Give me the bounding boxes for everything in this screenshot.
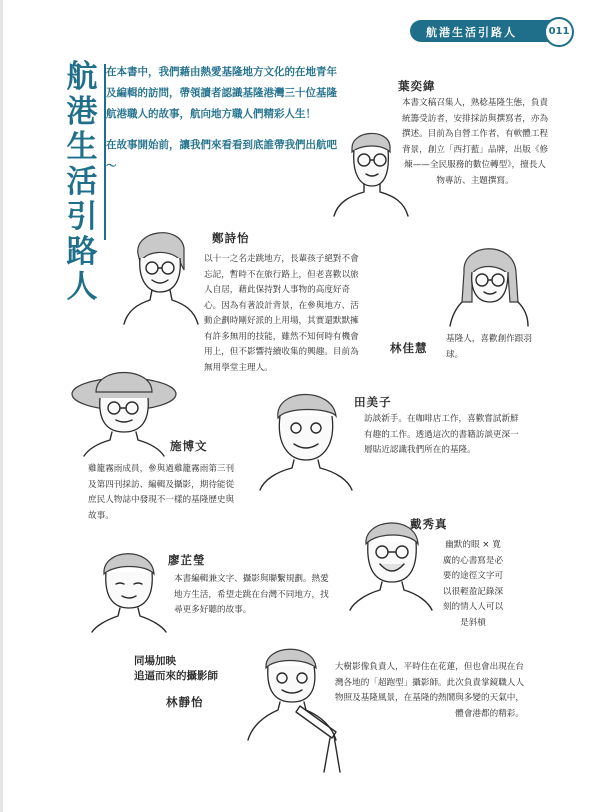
intro-paragraph: 在故事開始前，讓我們來看看到底誰帶我們出航吧～ — [106, 139, 337, 172]
title-char: 引 — [66, 199, 98, 235]
title-char: 人 — [66, 269, 98, 305]
person-bio: 基隆人，喜歡創作跟羽球。 — [446, 334, 532, 360]
person-bio: 幽默的眼 × 寬廣的心書寫是必要的途徑文字可以很輕盈記錄深刻的情人人可以是斜槓 — [442, 540, 504, 628]
person-name: 戴秀真 — [410, 517, 448, 531]
person-bio: 大樹影像負責人，平時住在花蓮，但也會出現在台灣各地的「超跑型」攝影師。此次負責掌鏡職人人物照及基隆風景，在基隆的熱鬧與多變的天氣中，體會港都的精彩。 — [334, 662, 524, 719]
person-bio: 以十一之名走跳地方，長輩孩子絕對不會忘記，暫時不在旅行路上，但老喜歡以旅人自居，藉此保持對人事物的高度好奇心。因為有著設計背景，在參與地方、活動企劃時剛好派的上用場，其實還默默擁有許多無用的技能，雖然不知何時有機會用上，但不影響持續收集的興趣。目前為無用學堂主理人。 — [204, 254, 359, 373]
portrait-illustration — [448, 232, 530, 328]
section-header-tab — [410, 20, 560, 42]
portrait-illustration — [118, 218, 202, 326]
person-name: 廖芷瑩 — [168, 553, 206, 567]
person-name: 葉奕緯 — [398, 79, 436, 93]
person-bio: 雞籠霧雨成員，參與過雞籠霧雨第三刊及第四刊採訪、編輯及攝影，期待能從庶民人物誌中發現不一樣的基隆歷史與故事。 — [88, 464, 235, 521]
person-bio: 本書文稿召集人，熟稔基隆生態，負責統籌受訪者，安排採訪與撰寫者，亦為撰述。目前為自營工作者，有軟體工程背景，創立「西打藍」品牌，出版《修煉——全民服務的數位轉型》，擅長人物專訪、主題撰寫。 — [401, 98, 549, 186]
person-bio: 訪談新手。在咖啡店工作，喜歡嘗試新鮮有趣的工作。透過這次的書籍訪談更深一層貼近認識我們所在的基隆。 — [364, 414, 519, 455]
person-name: 田美子 — [354, 395, 392, 409]
section-title: 航港生活引路人 — [426, 26, 517, 39]
title-char: 航 — [66, 59, 98, 95]
portrait-illustration — [68, 358, 180, 458]
title-char: 路 — [66, 234, 98, 270]
guest-section-tag — [134, 654, 218, 684]
intro-text — [106, 62, 346, 187]
page-number: 011 — [544, 17, 574, 47]
person-bio: 本書編輯兼文字、攝影與聯繫規劃。熱愛地方生活，希望走跳在台灣不同地方，找尋更多好聽的故事。 — [174, 574, 329, 615]
guest-tag-line: 追逼而來的攝影師 — [134, 670, 218, 682]
vertical-title — [62, 60, 102, 305]
guest-tag-line: 同場加映 — [134, 655, 176, 667]
title-char: 港 — [66, 94, 98, 130]
portrait-illustration — [86, 540, 172, 632]
person-name: 林靜怡 — [166, 695, 204, 709]
title-char: 生 — [66, 129, 98, 165]
person-name: 施博文 — [170, 439, 208, 453]
portrait-illustration — [330, 118, 410, 218]
portrait-illustration — [256, 380, 356, 492]
intro-paragraph: 在本書中，我們藉由熱愛基隆地方文化的在地青年及編輯的訪問，帶領讀者認識基隆港灣三十位基隆航港職人的故事，航向地方職人們精彩人生！ — [106, 66, 337, 120]
person-name: 林佳慧 — [390, 341, 428, 355]
title-char: 活 — [66, 164, 98, 200]
person-name: 鄭詩怡 — [212, 231, 250, 245]
